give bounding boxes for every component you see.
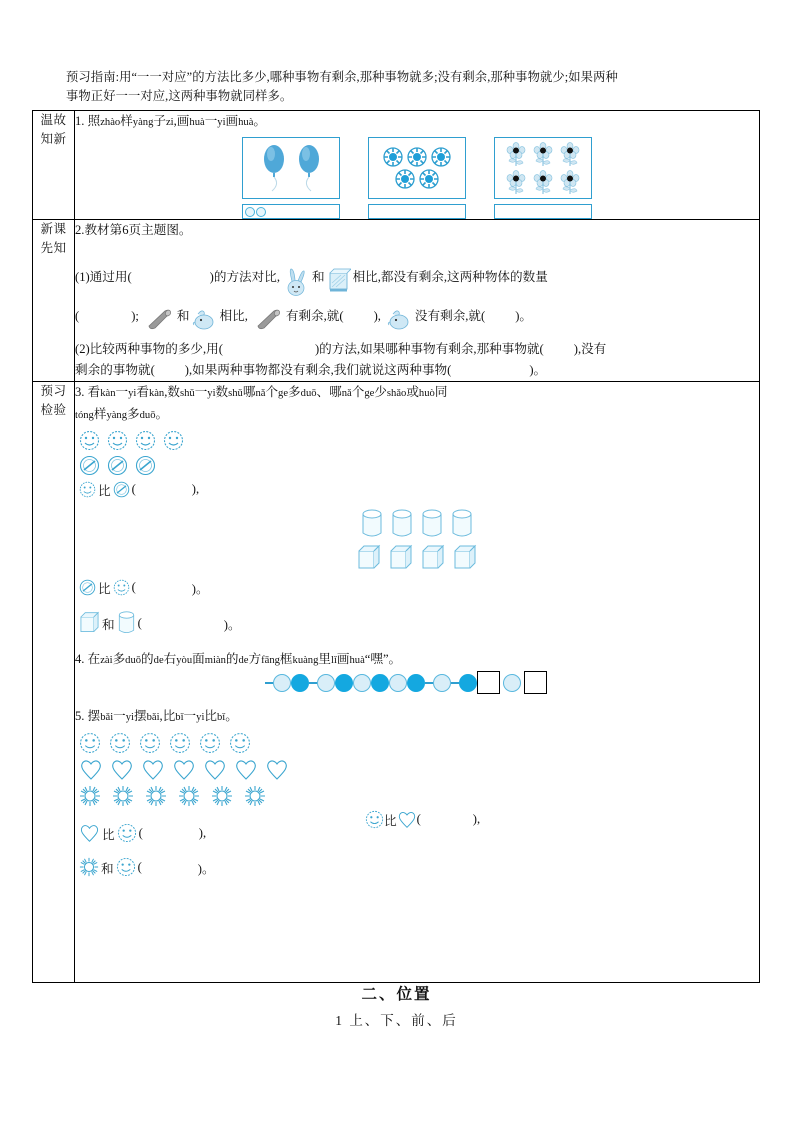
heart-icon [203, 758, 227, 781]
ball-icon [135, 455, 156, 476]
row-label-newlesson-line2: 先知 [40, 241, 67, 255]
bead-light [503, 674, 521, 692]
smiley-icon [79, 732, 101, 754]
bead-link [309, 682, 317, 684]
q5-cmp1-a: 比 [384, 814, 397, 828]
q2-sub1-l2d: 相比, [219, 309, 248, 323]
preview-guide [66, 68, 742, 106]
cube-icon [453, 544, 477, 572]
bead-light [389, 674, 407, 692]
q1-number: 1. [75, 114, 85, 128]
q3-cmp2-a: 比 [98, 582, 111, 596]
bead-light [433, 674, 451, 692]
q5-number: 5. [75, 709, 85, 723]
q2-sub1-l2b: ); [131, 309, 139, 323]
heart-icon [79, 758, 103, 781]
q2-sub1-l2a: ( [75, 309, 80, 323]
q2-sub2-line2 [75, 360, 759, 381]
balloon-icon [296, 144, 322, 192]
soccerball-row [383, 147, 451, 167]
q5-smiley-row [79, 732, 759, 754]
q2-sub1-d: 相比,都没有剩余,这两种物体的数量 [352, 270, 548, 284]
bead-link [451, 682, 459, 684]
chapter-heading [0, 982, 793, 1029]
row-label-review [33, 111, 75, 220]
q2-sub2-line1 [75, 339, 759, 360]
q2-sub1-l2h: )。 [515, 309, 533, 323]
smiley-icon [109, 732, 131, 754]
soccerball-group [383, 147, 451, 189]
bead-link [425, 682, 433, 684]
q3-cmp2-b: ( [131, 580, 136, 594]
guide-line-2: 事物正好一一对应,这两种事物就同样多。 [66, 89, 293, 103]
q1-answer-box-balls[interactable] [368, 204, 466, 219]
q2-sub2-l1c: ),没有 [573, 342, 607, 356]
q2-sub1-l2c: 和 [176, 309, 190, 323]
smiley-icon [107, 430, 128, 451]
q4-text: 在zài多duō的de右yòu面miàn的de方fāng框kuàng里lǐ画huà“嘿”。 [87, 652, 402, 666]
smiley-icon [135, 430, 156, 451]
cylinder-icon [451, 509, 473, 539]
sun-icon [145, 785, 167, 807]
sun-icon [79, 857, 99, 877]
q5-compare-1 [365, 810, 480, 829]
q5-cmp2-c: ), [198, 825, 207, 840]
heart-icon [110, 758, 134, 781]
heart-icon [397, 810, 417, 829]
rabbit-icon [284, 268, 310, 298]
row-label-preview-line1: 预习 [40, 384, 67, 398]
bead-dark [335, 674, 353, 692]
bead-link [265, 682, 273, 684]
row-body-review [75, 111, 760, 220]
bird-icon [192, 308, 218, 332]
q2-number: 2. [75, 223, 85, 237]
flower-group [505, 142, 581, 195]
row-label-preview-line2: 检验 [40, 403, 67, 417]
smiley-icon [163, 430, 184, 451]
flower-icon [505, 170, 527, 195]
soccer-ball-icon [407, 147, 427, 167]
q3-number: 3. [75, 385, 85, 399]
smiley-icon [229, 732, 251, 754]
row-label-newlesson-line1: 新课 [40, 222, 67, 236]
table-row-preview-test [33, 382, 760, 983]
q3-compare-2 [79, 578, 759, 597]
q5-cmp2-a: 比 [102, 827, 115, 842]
heart-icon [141, 758, 165, 781]
q3-compare-1 [79, 480, 759, 499]
q1-prompt [75, 111, 759, 133]
q3-text-line2: tóng样yàng多duō。 [75, 407, 169, 421]
row-label-review-line2: 知新 [40, 132, 67, 146]
q1-answer-box-flowers[interactable] [494, 204, 592, 219]
q2-title: 教材第6页主题图。 [84, 223, 192, 237]
q3-prompt-line1 [75, 382, 759, 404]
heart-icon [79, 823, 100, 843]
cylinder-icon [391, 509, 413, 539]
q3-cmp1-c: ), [191, 482, 200, 496]
flower-icon [505, 142, 527, 167]
soccer-ball-icon [383, 147, 403, 167]
flower-row [505, 170, 581, 195]
q2-sub2-l2a: 剩余的事物就( [75, 363, 155, 377]
cylinder-icon [421, 509, 443, 539]
q5-prompt [75, 706, 759, 728]
q2-sub1-c: 和 [311, 270, 325, 284]
q3-cmp2-c: )。 [191, 582, 209, 596]
q3-cmp3-a: 和 [102, 617, 115, 632]
cube-icon [421, 544, 445, 572]
q1-text: 照zhào样yàng子zi,画huà一yi画huà。 [87, 114, 267, 128]
smiley-icon [139, 732, 161, 754]
answer-mark-circle [256, 207, 266, 217]
row-label-newlesson [33, 220, 75, 382]
bead-dark [291, 674, 309, 692]
balloon-icon [261, 144, 287, 192]
cube-row [357, 544, 477, 572]
sun-icon [112, 785, 134, 807]
smiley-icon [169, 732, 191, 754]
q2-sub1-l2e: 有剩余,就( [285, 309, 344, 323]
q1-answer-box-balloons[interactable] [242, 204, 340, 219]
q3-cmp3-b: ( [137, 615, 142, 630]
q3-ball-row [79, 455, 759, 476]
cylinder-icon [361, 509, 383, 539]
q5-content [75, 732, 759, 828]
q4-bead-string [265, 671, 759, 694]
q1-item-balls [368, 137, 466, 219]
ball-icon [79, 455, 100, 476]
q5-compare-3 [79, 857, 759, 877]
soccer-ball-icon [395, 169, 415, 189]
sun-icon [244, 785, 266, 807]
q5-cmp2-b: ( [138, 825, 143, 840]
q5-cmp3-b: ( [137, 859, 142, 874]
table-row-review [33, 111, 760, 220]
soccerball-row [395, 169, 439, 189]
q5-cmp1-c: ), [472, 812, 481, 826]
cube-icon [357, 544, 381, 572]
ball-icon [113, 481, 130, 498]
q2-sub1-line2 [75, 306, 759, 327]
sun-icon [211, 785, 233, 807]
q5-text: 摆bǎi一yi摆bǎi,比bǐ一yi比bǐ。 [87, 709, 238, 723]
heart-icon [234, 758, 258, 781]
bead-light [353, 674, 371, 692]
log-icon [145, 308, 175, 330]
q1-picbox-balloons [242, 137, 340, 199]
q5-cmp1-b: ( [416, 812, 421, 826]
bead-light [317, 674, 335, 692]
q1-picture-row [75, 137, 759, 219]
flower-icon [532, 142, 554, 167]
soccer-ball-icon [431, 147, 451, 167]
q2-sub2-l1b: )的方法,如果哪种事物有剩余,那种事物就( [314, 342, 544, 356]
flower-icon [532, 170, 554, 195]
flower-icon [559, 170, 581, 195]
q3-cmp1-a: 比 [98, 484, 111, 498]
q1-item-balloons [242, 137, 340, 219]
q1-picbox-balls [368, 137, 466, 199]
q4-answer-box[interactable] [524, 671, 547, 694]
q2-sub1-l2g: 没有剩余,就( [414, 309, 486, 323]
row-body-newlesson [75, 220, 760, 382]
ball-icon [107, 455, 128, 476]
smiley-icon [116, 857, 136, 877]
q2-sub2-l1a: (2)比较两种事物的多少,用( [75, 342, 223, 356]
balloon-group [261, 144, 322, 192]
table-row-newlesson [33, 220, 760, 382]
smiley-icon [79, 430, 100, 451]
q3-smiley-row [79, 430, 759, 451]
chapter-title: 二、位置 [361, 986, 432, 1003]
smiley-icon [79, 481, 96, 498]
carrot-basket-icon [327, 268, 351, 294]
bird-icon [387, 308, 413, 332]
q5-heart-row [79, 758, 759, 781]
q4-prompt [75, 649, 759, 671]
q2-sub2-l2b: ),如果两种事物都没有剩余,我们就说这两种事物( [184, 363, 452, 377]
bead-dark [371, 674, 389, 692]
q1-picbox-flowers [494, 137, 592, 199]
smiley-icon [365, 810, 384, 829]
chapter-section: 1 上、下、前、后 [335, 1013, 458, 1028]
sun-icon [178, 785, 200, 807]
soccer-ball-icon [419, 169, 439, 189]
q4-answer-box[interactable] [477, 671, 500, 694]
q2-sub1-line1 [75, 267, 759, 288]
log-icon [254, 308, 284, 330]
row-body-preview-test [75, 382, 760, 983]
q2-sub1-l2f: ), [373, 309, 381, 323]
q2-title-line [75, 220, 759, 241]
q2-sub2-l2c: )。 [529, 363, 547, 377]
bead-dark [459, 674, 477, 692]
q5-cmp3-a: 和 [101, 861, 114, 876]
q3-cmp1-b: ( [131, 482, 136, 496]
heart-icon [265, 758, 289, 781]
q2-sub1-a: (1)通过用( [75, 270, 132, 284]
cylinder-row [361, 509, 473, 539]
q3-prompt-line2 [75, 404, 759, 426]
q3-text-line1: 看kàn一yi看kàn,数shǔ一yi数shǔ哪nǎ个ge多duō、哪nǎ个ge少shǎo或huò同 [87, 385, 448, 399]
ball-icon [79, 579, 96, 596]
cylinder-icon [117, 611, 136, 635]
flower-row [505, 142, 581, 167]
q3-cmp3-c: )。 [223, 617, 241, 632]
sun-icon [79, 785, 101, 807]
q1-item-flowers [494, 137, 592, 219]
smiley-icon [113, 579, 130, 596]
smiley-icon [199, 732, 221, 754]
guide-line-1: 预习指南:用“一一对应”的方法比多少,哪种事物有剩余,那种事物就多;没有剩余,那种事物就少;如果两种 [66, 70, 618, 84]
q5-cmp3-c: )。 [197, 861, 215, 876]
flower-icon [559, 142, 581, 167]
smiley-icon [117, 823, 137, 843]
q2-sub1-b: )的方法对比, [209, 270, 280, 284]
bead-dark [407, 674, 425, 692]
heart-icon [172, 758, 196, 781]
q5-sun-row [79, 785, 759, 807]
worksheet-table [32, 110, 760, 983]
row-label-preview-test [33, 382, 75, 983]
bead-light [273, 674, 291, 692]
cube-icon [389, 544, 413, 572]
row-label-review-line1: 温故 [40, 113, 67, 127]
q4-number: 4. [75, 652, 85, 666]
answer-mark-circle [245, 207, 255, 217]
q3-solid-shapes [75, 509, 759, 572]
q3-compare-3 [79, 611, 759, 635]
cube-icon [79, 611, 100, 635]
